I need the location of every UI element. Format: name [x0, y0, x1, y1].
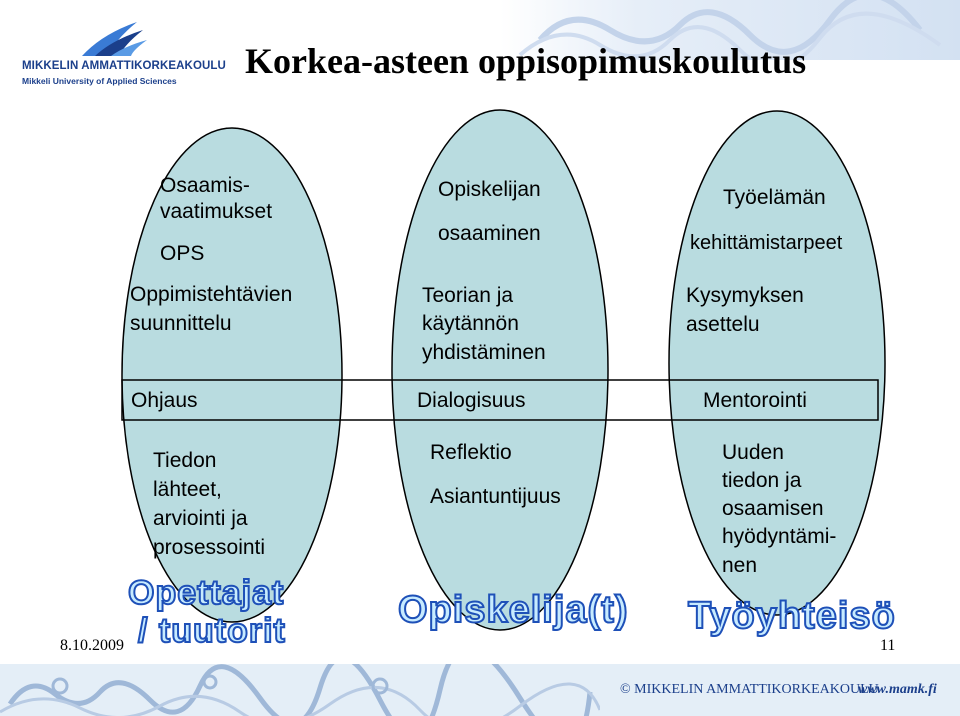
footer-url[interactable]: www.mamk.fi	[858, 682, 937, 697]
middle-line-2: osaaminen	[438, 222, 541, 245]
middle-line-7: Asiantuntijuus	[430, 485, 561, 508]
middle-line-5: yhdistäminen	[422, 341, 546, 364]
right-line-4: asettelu	[686, 313, 760, 336]
middle-line-4: käytännön	[422, 312, 519, 335]
right-line-8: hyödyntämi-	[722, 525, 837, 548]
caption-teachers-2: / tuutorit	[138, 612, 286, 650]
left-line-3: OPS	[160, 242, 205, 265]
logo-subtitle: Mikkeli University of Applied Sciences	[22, 76, 177, 86]
middle-line-3: Teorian ja	[422, 284, 514, 307]
footer-swirl-decoration	[0, 664, 600, 716]
middle-line-6: Reflektio	[430, 441, 512, 464]
left-line-7: lähteet,	[153, 478, 222, 501]
left-line-1: Osaamis-	[160, 174, 250, 197]
footer-copyright: © MIKKELIN AMMATTIKORKEAKOULU	[620, 682, 879, 697]
caption-students: Opiskelija(t)	[398, 589, 629, 631]
logo-name: MIKKELIN AMMATTIKORKEAKOULU	[22, 60, 226, 72]
band-label-dialogue: Dialogisuus	[417, 389, 526, 412]
right-line-7: osaamisen	[722, 497, 824, 520]
right-line-3: Kysymyksen	[686, 284, 804, 307]
footer-date: 8.10.2009	[60, 637, 124, 654]
left-line-2: vaatimukset	[160, 200, 273, 223]
right-line-2: kehittämistarpeet	[690, 232, 843, 254]
left-line-5: suunnittelu	[130, 312, 232, 335]
right-line-9: nen	[722, 554, 758, 577]
caption-teachers-1: Opettajat	[128, 574, 285, 612]
left-line-6: Tiedon	[153, 449, 217, 472]
middle-line-1: Opiskelijan	[438, 178, 541, 201]
right-line-6: tiedon ja	[722, 469, 802, 492]
left-line-4: Oppimistehtävien	[130, 283, 293, 306]
right-line-1: Työelämän	[723, 186, 826, 209]
band-label-guidance: Ohjaus	[131, 389, 198, 412]
caption-workplace: Työyhteisö	[688, 595, 896, 637]
page-number: 11	[880, 637, 896, 654]
right-line-5: Uuden	[722, 441, 784, 464]
left-line-9: prosessointi	[153, 536, 266, 559]
band-label-mentoring: Mentorointi	[703, 389, 807, 412]
page-title: Korkea-asteen oppisopimuskoulutus	[245, 41, 807, 81]
left-line-8: arviointi ja	[153, 507, 248, 530]
